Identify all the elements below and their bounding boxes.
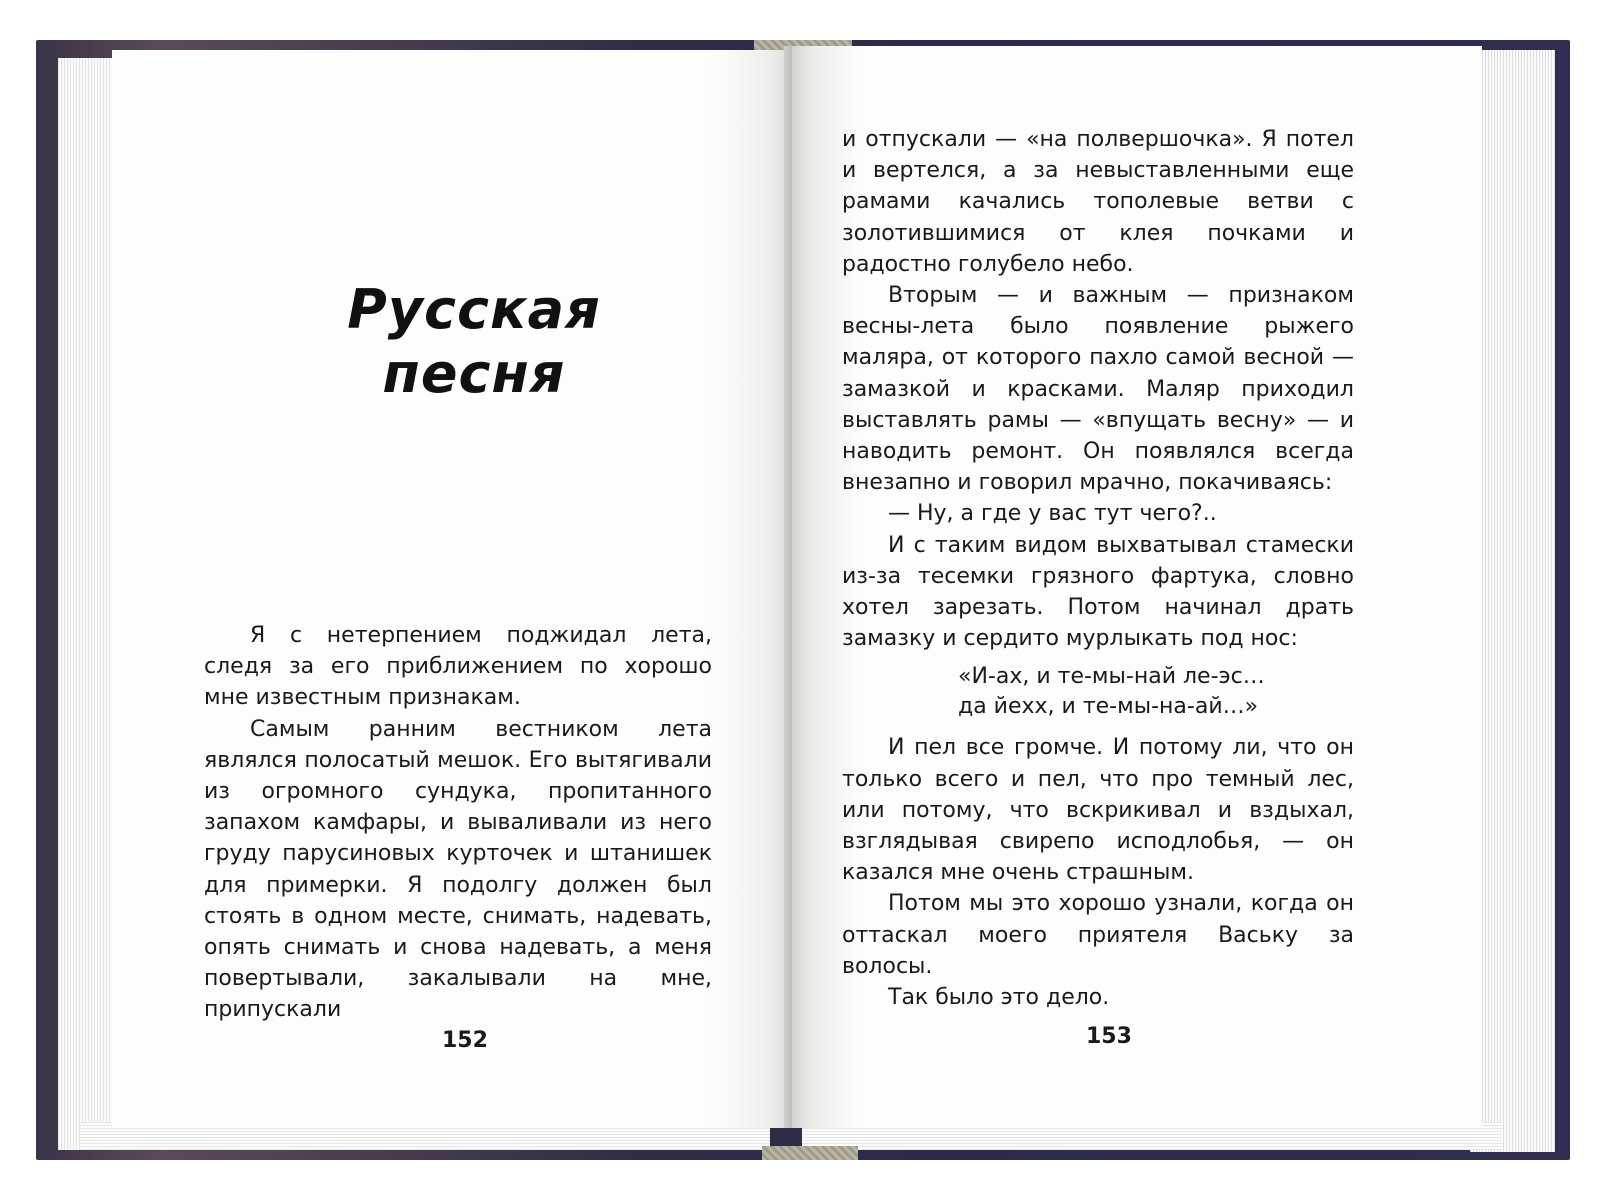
right-paragraph-4: И пел все громче. И потому ли, что он только всего и пел, что про темный лес, или потому, что вскрикивал и вздыхал, взглядывая свирепо исподлобья, — он казался мне очень страшным. [842,735,1354,886]
left-paragraph-2: Самым ранним вестником лета являлся полосатый мешок. Его вытягивали из огромного сундука, пропитанного запахом камфары, и вываливали из него груду парусиновых курточек и штанишек для примерки. Я подолгу должен был стоять в одном месте, снимать, надевать, опять снимать и снова надевать, а меня повертывали, закалывали на мне, припускали [204,716,712,1023]
song-verse-line1: «И-ах, и те-мы-най ле-эс… [958,664,1265,690]
right-paragraph-1: и отпускали — «на полвершочка». Я потел и вертелся, а за невыставленными еще рамами качались тополевые ветви с золотившимися от клея почками и радостно голубело небо. [842,127,1354,277]
right-paragraph-6: Так было это дело. [888,985,1110,1011]
chapter-title-line1: Русская [347,278,601,341]
chapter-title-line2: песня [382,342,566,405]
right-paragraph-2: Вторым — и важным — признаком весны-лета было появление рыжего маляра, от которого пахло самой весной — замазкой и красками. Маляр приходил выставлять рамы — «впущать весну» — и наводить ремонт. Он появлялся всегда внезапно и говорил мрачно, покачиваясь: [842,283,1354,496]
page-number-right: 153 [1086,1024,1132,1049]
right-page [792,46,1482,1128]
page-edges-right [1470,50,1555,1152]
chapter-title [344,278,604,406]
right-paragraph-5: Потом мы это хорошо узнали, когда он оттаскал моего приятеля Ваську за волосы. [842,891,1354,979]
song-verse [958,662,1354,722]
bookmark-ribbon-bottom [762,1146,858,1160]
left-page-body [204,620,712,1026]
right-page-body [842,124,1354,1013]
page-number-left: 152 [442,1028,488,1053]
right-dialog-line: — Ну, а где у вас тут чего?.. [888,501,1217,527]
right-paragraph-3: И с таким видом выхватывал стамески из-за тесемки грязного фартука, словно хотел зарезать. Потом начинал драть замазку и сердито мурлыкать под нос: [842,532,1354,652]
left-paragraph-1: Я с нетерпением поджидал лета, следя за его приближением по хорошо мне известным признакам. [204,623,712,711]
song-verse-line2: да йехх, и те-мы-на-ай…» [958,694,1259,720]
left-page [112,50,792,1128]
